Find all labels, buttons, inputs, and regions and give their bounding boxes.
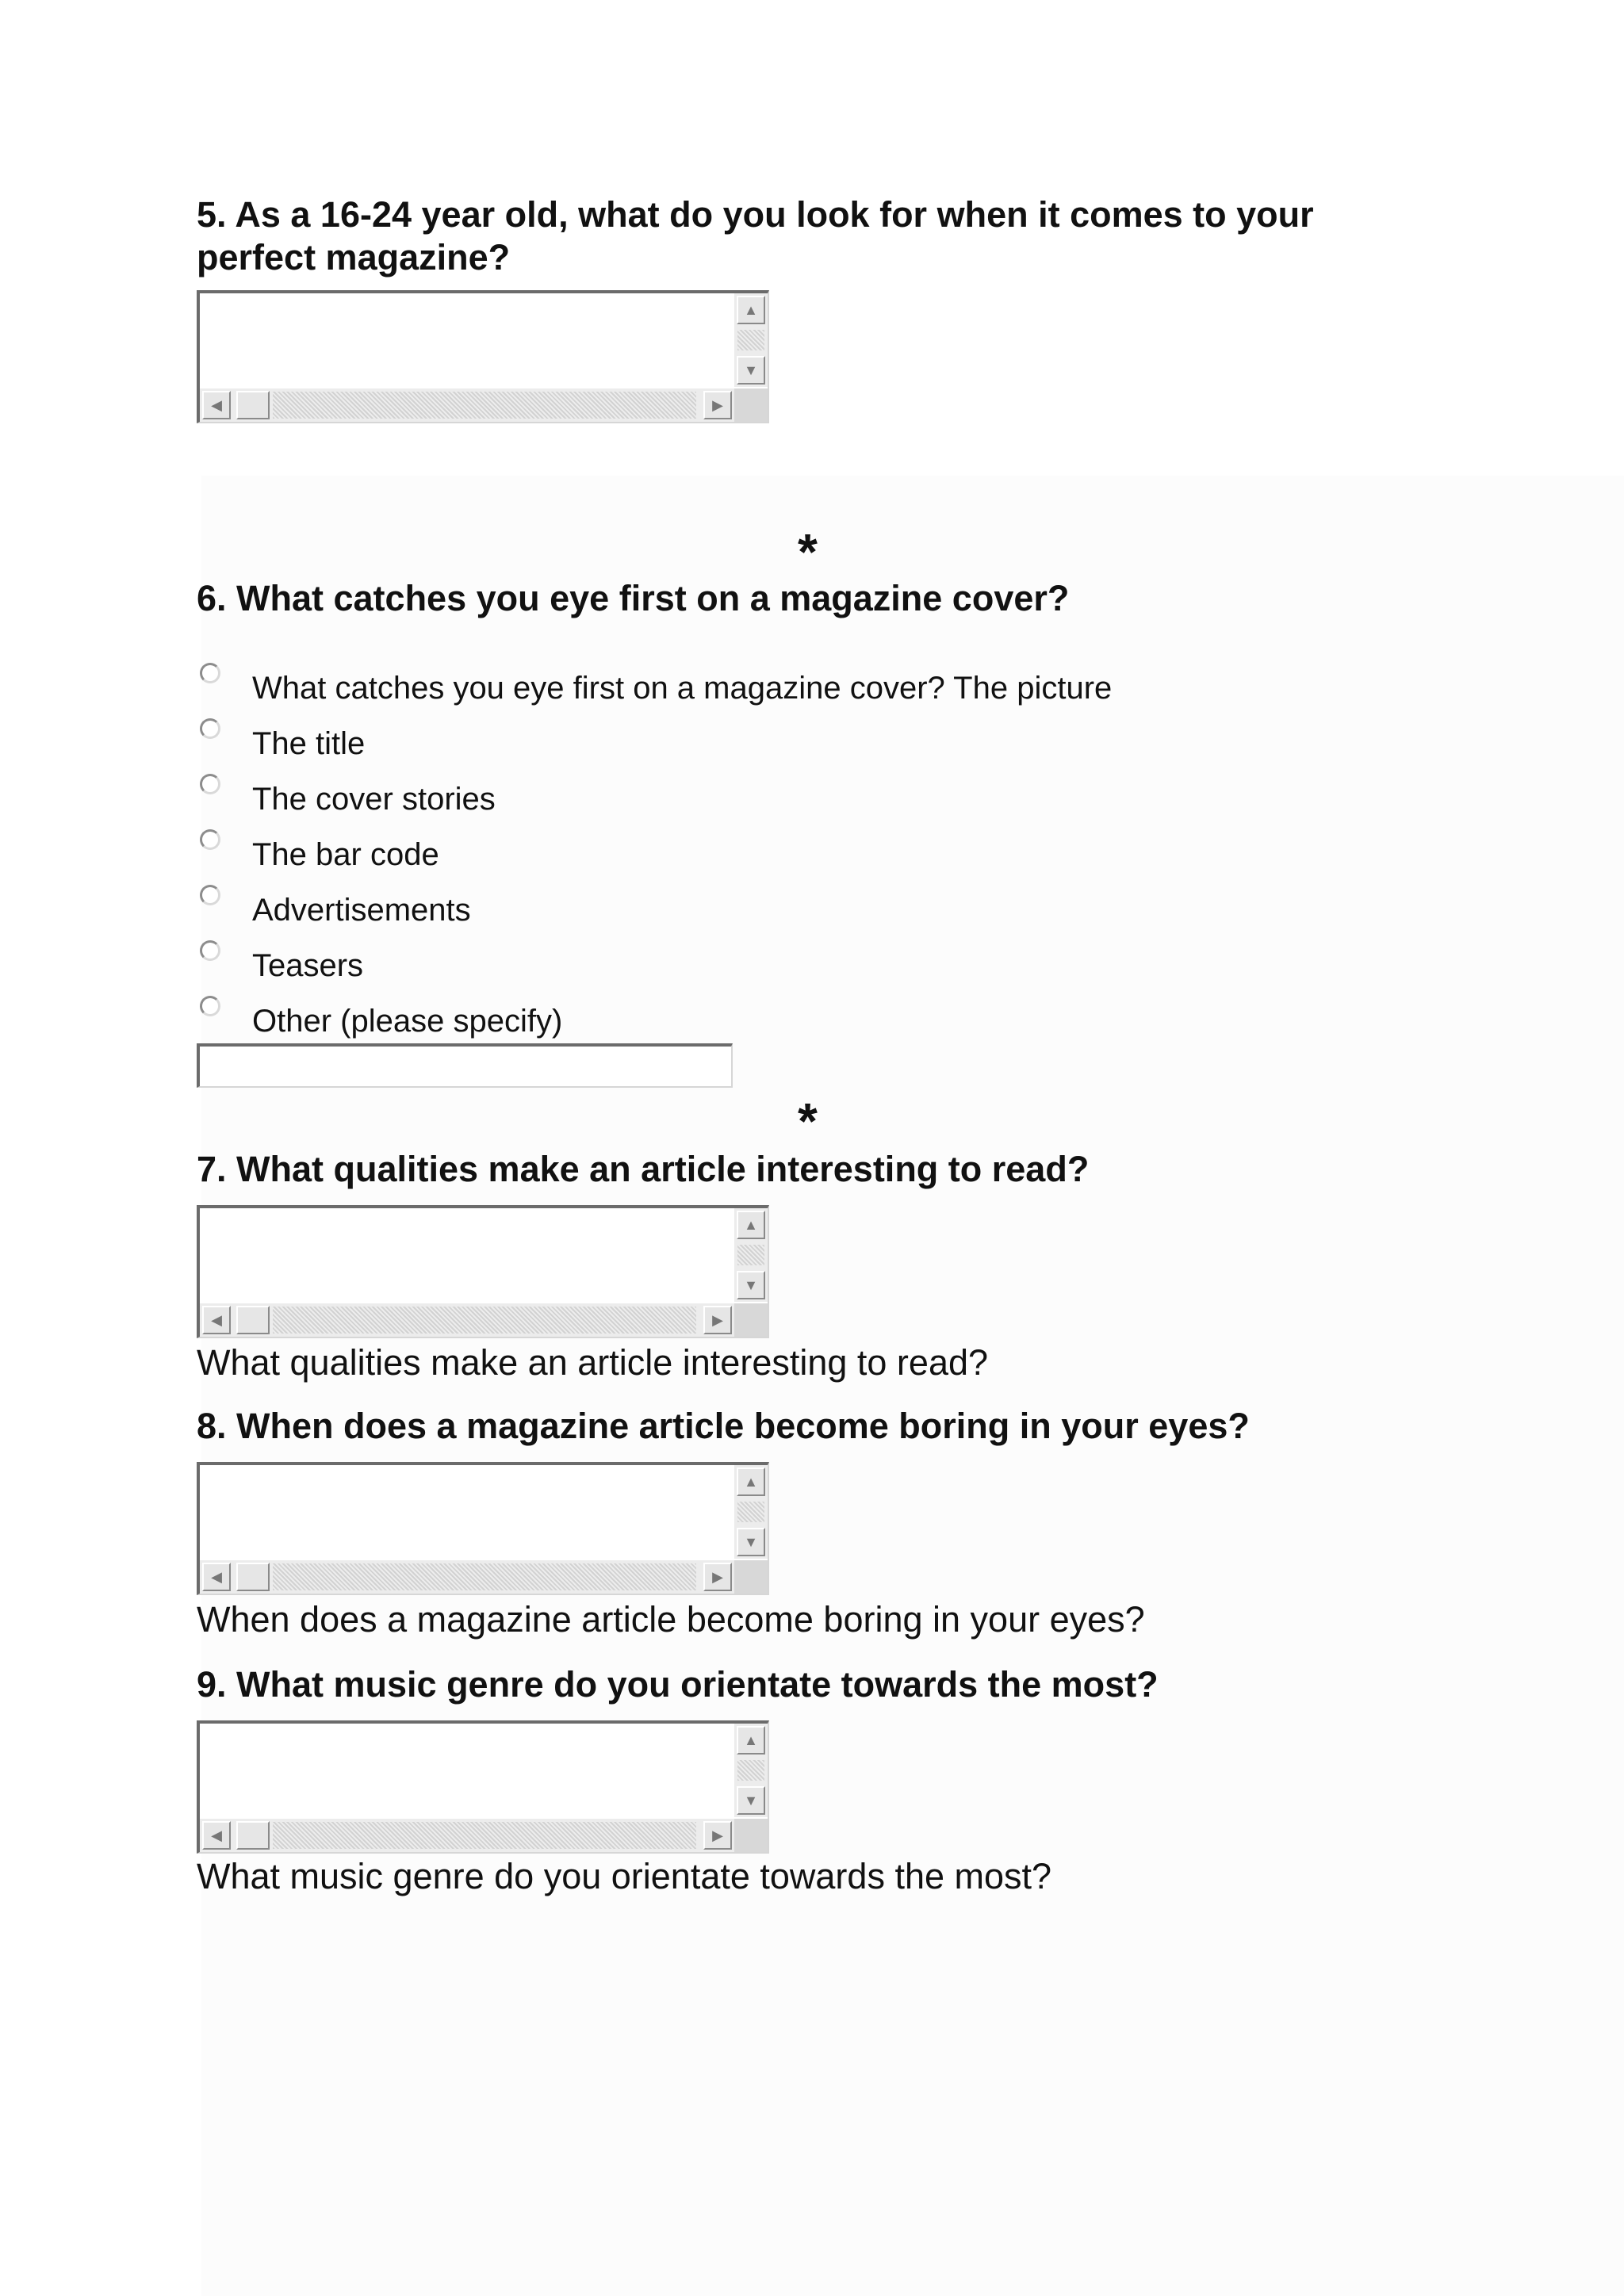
- vertical-scrollbar[interactable]: [734, 1465, 768, 1559]
- vertical-scrollbar[interactable]: [734, 1208, 768, 1302]
- scroll-left-icon[interactable]: ◀: [202, 1821, 231, 1850]
- question-9-caption: What music genre do you orientate towards the most?: [197, 1856, 1052, 1896]
- resize-corner: [734, 1819, 768, 1852]
- other-specify-input[interactable]: [197, 1043, 733, 1088]
- radio-icon[interactable]: [200, 996, 220, 1016]
- question-6-title: 6. What catches you eye first on a magazine cover?: [197, 578, 1070, 618]
- scroll-right-icon[interactable]: ▶: [703, 1306, 732, 1334]
- radio-icon[interactable]: [200, 774, 220, 794]
- page-shade: [201, 476, 1624, 2296]
- radio-icon[interactable]: [200, 663, 220, 683]
- radio-icon[interactable]: [200, 829, 220, 850]
- scroll-right-icon[interactable]: ▶: [703, 391, 732, 419]
- scroll-thumb[interactable]: [236, 1563, 270, 1591]
- question-9-title: 9. What music genre do you orientate towards the most?: [197, 1664, 1159, 1705]
- question-8-caption: When does a magazine article become boring in your eyes?: [197, 1599, 1145, 1640]
- scroll-down-icon[interactable]: ▼: [737, 1271, 765, 1299]
- question-8-title: 8. When does a magazine article become boring in your eyes?: [197, 1406, 1250, 1446]
- question-5-textarea[interactable]: [197, 290, 769, 423]
- option-label: Teasers: [252, 948, 364, 983]
- option-label: The cover stories: [252, 782, 496, 817]
- horizontal-scrollbar[interactable]: [200, 1303, 734, 1337]
- required-asterisk: *: [798, 1093, 818, 1150]
- scroll-thumb[interactable]: [236, 1306, 270, 1334]
- scroll-right-icon[interactable]: ▶: [703, 1821, 732, 1850]
- question-7-textarea[interactable]: [197, 1205, 769, 1338]
- required-asterisk: *: [798, 523, 818, 580]
- option-label: What catches you eye first on a magazine cover? The picture: [252, 671, 1113, 706]
- option-label: The bar code: [252, 837, 439, 872]
- vertical-scrollbar[interactable]: [734, 293, 768, 387]
- resize-corner: [734, 1303, 768, 1337]
- radio-icon[interactable]: [200, 885, 220, 905]
- scroll-down-icon[interactable]: ▼: [737, 1786, 765, 1815]
- resize-corner: [734, 1560, 768, 1594]
- option-label: Other (please specify): [252, 1004, 563, 1039]
- horizontal-scrollbar[interactable]: [200, 1819, 734, 1852]
- question-9-textarea[interactable]: [197, 1720, 769, 1854]
- scroll-up-icon[interactable]: ▲: [737, 1726, 765, 1755]
- scroll-left-icon[interactable]: ◀: [202, 1563, 231, 1591]
- question-7-title: 7. What qualities make an article interesting to read?: [197, 1149, 1090, 1189]
- option-label: The title: [252, 726, 366, 761]
- scroll-thumb[interactable]: [236, 391, 270, 419]
- scroll-left-icon[interactable]: ◀: [202, 1306, 231, 1334]
- scroll-up-icon[interactable]: ▲: [737, 1468, 765, 1496]
- scroll-down-icon[interactable]: ▼: [737, 356, 765, 385]
- scroll-down-icon[interactable]: ▼: [737, 1528, 765, 1556]
- radio-icon[interactable]: [200, 940, 220, 961]
- resize-corner: [734, 388, 768, 422]
- radio-icon[interactable]: [200, 718, 220, 739]
- question-7-caption: What qualities make an article interesting to read?: [197, 1342, 989, 1383]
- option-label: Advertisements: [252, 893, 471, 928]
- question-5-title: 5. As a 16-24 year old, what do you look for when it comes to your perfect magazine?: [197, 194, 1314, 277]
- horizontal-scrollbar[interactable]: [200, 1560, 734, 1594]
- scroll-left-icon[interactable]: ◀: [202, 391, 231, 419]
- scroll-up-icon[interactable]: ▲: [737, 1211, 765, 1239]
- vertical-scrollbar[interactable]: [734, 1724, 768, 1817]
- horizontal-scrollbar[interactable]: [200, 388, 734, 422]
- question-8-textarea[interactable]: [197, 1462, 769, 1595]
- scroll-up-icon[interactable]: ▲: [737, 296, 765, 324]
- scroll-thumb[interactable]: [236, 1821, 270, 1850]
- scroll-right-icon[interactable]: ▶: [703, 1563, 732, 1591]
